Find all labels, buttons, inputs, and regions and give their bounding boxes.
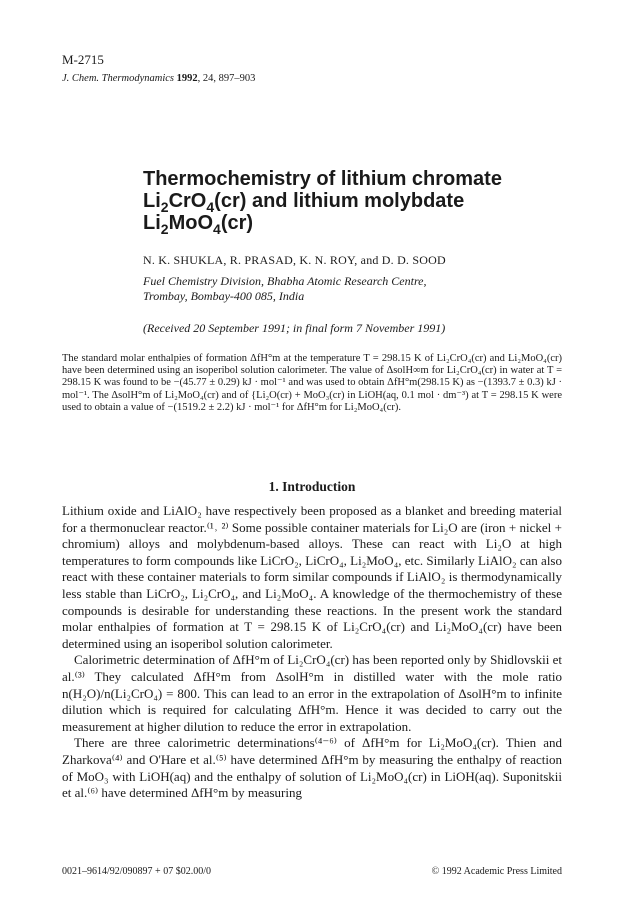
title-line-3: $Li_2MoO_4(cr)$	[143, 212, 254, 237]
manuscript-code: M-2715	[62, 52, 104, 67]
body-text	[62, 503, 562, 802]
journal-volume-pages: , 24, 897–903	[197, 73, 256, 84]
section-heading-introduction: 1. Introduction	[268, 479, 356, 494]
authors: N. K. SHUKLA, R. PRASAD, K. N. ROY, and D. D. SOOD	[143, 253, 446, 267]
abstract-text: The standard molar enthalpies of formation ΔfH°m at the temperature T = 298.15 K of Li₂CrO₄(cr) and Li₂MoO₄(cr) have been determined using an isoperibol solution calorimeter. The value of ΔsolH∞m for Li₂CrO₄(cr) in water at T = 298.15 K was found to be −(45.77 ± 0.29) kJ · mol⁻¹ and was used to obtain ΔfH°m(298.15 K) as −(1393.7 ± 0.3) kJ · mol⁻¹. The ΔsolH°m of Li₂MoO₄(cr) and of {Li₂O(cr) + MoO₃(cr) in LiOH(aq, 0.1 mol · dm⁻³) at T = 298.15 K were used to obtain a value of −(1519.2 ± 2.2) kJ · mol⁻¹ for ΔfH°m for Li₂MoO₄(cr).	[62, 353, 562, 413]
page-footer	[62, 866, 562, 877]
copyright-notice: © 1992 Academic Press Limited	[431, 866, 562, 877]
paragraph-3: There are three calorimetric determinations⁽⁴⁻⁶⁾ of ΔfH°m for Li₂MoO₄(cr). Thien and Zharkova⁽⁴⁾ and O'Hare et al.⁽⁵⁾ have determined ΔfH°m by measuring the enthalpy of reaction of MoO₃ with LiOH(aq) and the enthalpy of solution of Li₂MoO₄(cr) in LiOH(aq). Suponitskii et al.⁽⁶⁾ have determined ΔfH°m by measuring	[62, 735, 562, 801]
journal-name: J. Chem. Thermodynamics	[62, 73, 174, 84]
received-dates: (Received 20 September 1991; in final form 7 November 1991)	[143, 321, 446, 335]
article-title	[143, 168, 583, 237]
journal-citation	[62, 73, 255, 84]
title-line-2: $Li_2CrO_4(cr)$ and lithium molybdate	[143, 190, 465, 215]
abstract	[62, 353, 562, 414]
footer-code: 0021–9614/92/090897 + 07 $02.00/0	[62, 866, 211, 877]
affiliation: Fuel Chemistry Division, Bhabha Atomic Research Centre, Trombay, Bombay-400 085, India	[143, 274, 427, 303]
journal-year: 1992	[176, 73, 198, 84]
paragraph-2: Calorimetric determination of ΔfH°m of Li₂CrO₄(cr) has been reported only by Shidlovskii et al.⁽³⁾ They calculated ΔfH°m from ΔsolH°m in distilled water with the mole ratio n(H₂O)/n(Li₂CrO₄) = 800. This can lead to an error in the extrapolation of ΔsolH°m to infinite dilution which is required for calculating ΔfH°m. Hence it was decided to carry out the measurement at higher dilution to reduce the error in extrapolation.	[62, 652, 562, 734]
title-line-1: Thermochemistry of lithium chromate	[143, 168, 502, 190]
paragraph-1: Lithium oxide and LiAlO₂ have respectively been proposed as a blanket and breeding material for a thermonuclear reactor.⁽¹˒ ²⁾ Some possible container materials for Li₂O are (iron + nickel + chromium) alloys and molybdenum-based alloys. These can react with Li₂O at high temperatures to form compounds like LiCrO₂, LiCrO₄, Li₂MoO₄, etc. Similarly LiAlO₂ can also react with these container materials to form similar compounds if LiAlO₂ is thermodynamically less stable than LiCrO₂, Li₂CrO₄, and Li₂MoO₄. A knowledge of the thermochemistry of these compounds is desirable for understanding these reactions. In the present work the standard molar enthalpies of formation at T = 298.15 K of Li₂CrO₄(cr) and Li₂MoO₄(cr) have been determined using an isoperibol solution calorimeter.	[62, 503, 562, 651]
